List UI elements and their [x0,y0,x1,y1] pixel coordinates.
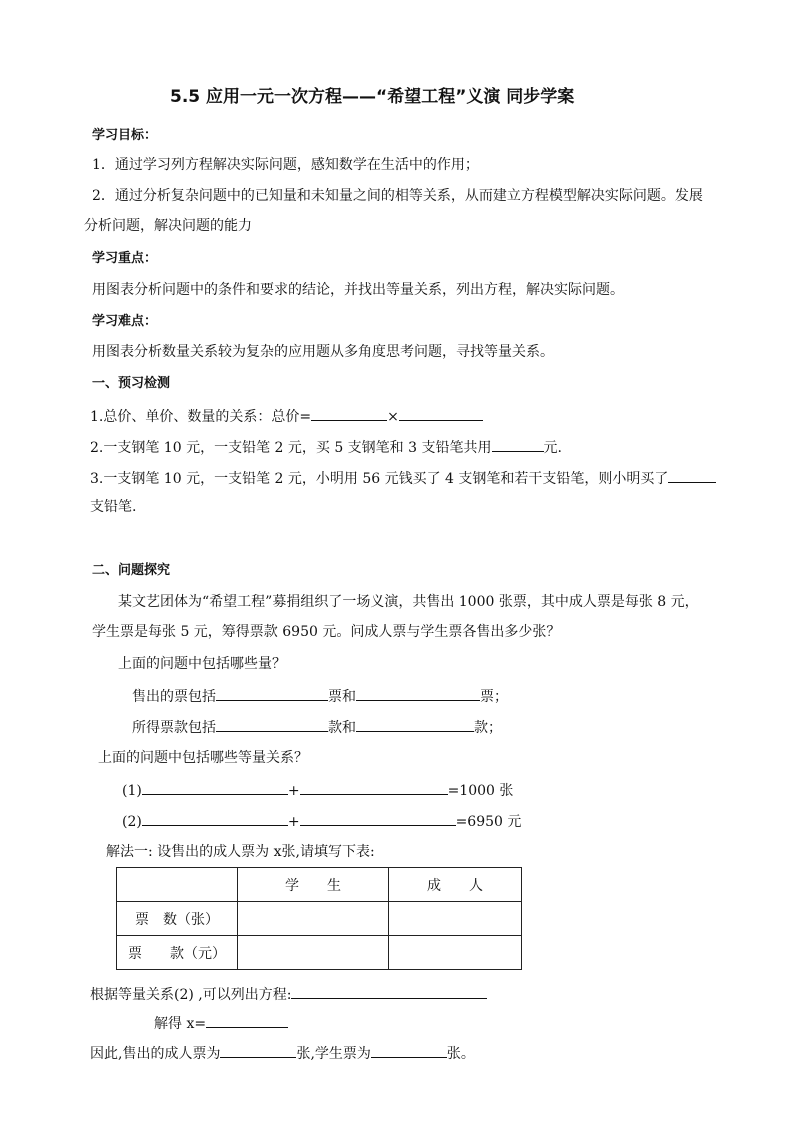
objective-2-line1: 2．通过分析复杂问题中的已知量和未知量之间的相等关系，从而建立方程模型解决实际问题。发展 [92,188,703,204]
rel1-plus: + [287,783,300,799]
table-row-quantity [117,902,522,936]
header-student: 学 生 [238,868,389,902]
preview-question-3 [90,468,716,488]
equation-blank[interactable] [291,984,487,999]
tickets-suffix: 票； [480,689,508,705]
section2-heading: 二、问题探究 [92,563,171,578]
rel2-plus: + [287,814,300,830]
rel1-label: (1) [122,783,142,799]
q2-suffix: 元. [543,440,562,456]
question-quantities: 上面的问题中包括哪些量？ [118,656,286,672]
objectives-heading: 学习目标： [92,128,158,143]
rel2-result: =6950 元 [455,814,522,830]
objective-2-line2: 分析问题，解决问题的能力 [84,218,252,234]
cell-student-quantity[interactable] [238,902,389,936]
q1-blank-2[interactable] [399,406,483,421]
q3-blank[interactable] [668,468,716,483]
key-point-heading: 学习重点： [92,251,158,266]
rel1-blank-2[interactable] [300,780,448,795]
difficulty-text: 用图表分析数量关系较为复杂的应用题从多角度思考问题，寻找等量关系。 [92,344,554,360]
header-adult: 成 人 [389,868,522,902]
conclusion-line [90,1043,475,1063]
method-1-text: 解法一: 设售出的成人票为 x张,请填写下表: [106,844,375,860]
q2-text: 2.一支钢笔 10 元，一支铅笔 2 元，买 5 支钢笔和 3 支铅笔共用 [90,440,492,456]
cell-adult-money[interactable] [389,936,522,970]
rel2-blank-1[interactable] [142,811,288,826]
objective-1: 1．通过学习列方程解决实际问题，感知数学在生活中的作用； [92,157,479,173]
money-prefix: 所得票款包括 [132,720,216,736]
tickets-blank-1[interactable] [216,686,328,701]
money-line [132,717,502,737]
cell-student-money[interactable] [238,936,389,970]
rel1-blank-1[interactable] [142,780,288,795]
conclusion-blank-1[interactable] [220,1043,296,1058]
tickets-prefix: 售出的票包括 [132,689,216,705]
fill-table [116,867,522,970]
solve-prefix: 解得 x= [154,1016,207,1032]
row-label-money: 票 款（元） [117,936,238,970]
solve-blank[interactable] [206,1013,288,1028]
money-blank-2[interactable] [356,717,474,732]
q1-blank-1[interactable] [311,406,387,421]
tickets-blank-2[interactable] [356,686,480,701]
rel2-label: (2) [122,814,142,830]
difficulty-heading: 学习难点： [92,314,158,329]
q1-times: × [387,409,399,425]
section1-heading: 一、预习检测 [92,376,171,391]
money-mid: 款和 [328,720,356,736]
page-title: 5.5 应用一元一次方程——“希望工程”义演 同步学案 [170,87,575,107]
cell-adult-quantity[interactable] [389,902,522,936]
table-row-money [117,936,522,970]
q2-blank[interactable] [492,437,544,452]
tickets-mid: 票和 [328,689,356,705]
conclusion-prefix: 因此,售出的成人票为 [90,1046,221,1062]
preview-question-1 [90,406,483,426]
money-suffix: 款； [474,720,502,736]
equation-line [90,984,487,1004]
q3-line2: 支铅笔. [90,499,137,515]
conclusion-mid: 张,学生票为 [296,1046,371,1062]
rel1-result: =1000 张 [447,783,514,799]
money-blank-1[interactable] [216,717,328,732]
table-header-row [117,868,522,902]
key-point-text: 用图表分析问题中的条件和要求的结论，并找出等量关系，列出方程，解决实际问题。 [92,282,624,298]
relation-2 [122,811,521,831]
problem-line1: 某文艺团体为“希望工程”募捐组织了一场义演，共售出 1000 张票，其中成人票是每张 8 元， [118,594,699,610]
question-relations: 上面的问题中包括哪些等量关系？ [98,750,308,766]
preview-question-2 [90,437,562,457]
relation-1 [122,780,513,800]
rel2-blank-2[interactable] [300,811,456,826]
conclusion-suffix: 张。 [446,1046,475,1062]
solve-line [154,1013,288,1033]
tickets-line [132,686,508,706]
row-label-quantity: 票 数（张） [117,902,238,936]
q3-text: 3.一支钢笔 10 元，一支铅笔 2 元，小明用 56 元钱买了 4 支钢笔和若干支铅笔，则小明买了 [90,471,669,487]
table-corner-cell [117,868,238,902]
q1-text: 1.总价、单价、数量的关系：总价= [90,409,312,425]
equation-prefix: 根据等量关系(2) ,可以列出方程: [90,987,292,1003]
conclusion-blank-2[interactable] [371,1043,447,1058]
problem-line2: 学生票是每张 5 元，筹得票款 6950 元。问成人票与学生票各售出多少张？ [92,624,561,640]
